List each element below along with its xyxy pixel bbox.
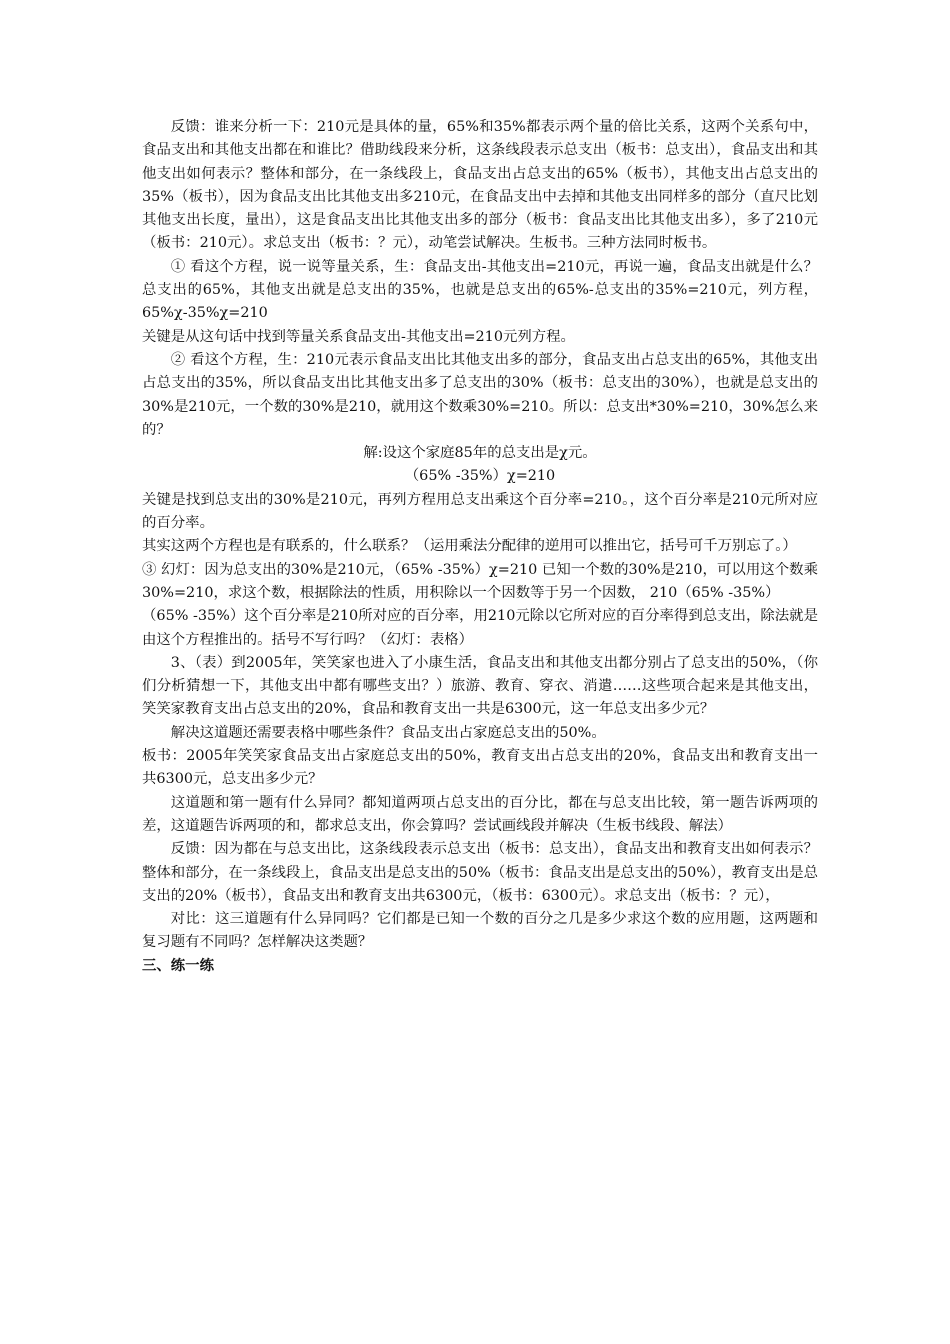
section-heading-practice: 三、练一练 [142, 957, 214, 974]
paragraph-method-1: ① 看这个方程，说一说等量关系，生：食品支出-其他支出=210元，再说一遍，食品支出就是什么？总支出的65%，其他支出就是总支出的35%，也就是总支出的65%-总支出的35%=210元，列方程， 65%χ-35%χ=210 [142, 258, 818, 322]
paragraph-board-note: 板书：2005年笑笑家食品支出占家庭总支出的50%，教育支出占总支出的20%，食品支出和教育支出一共6300元，总支出多少元？ [142, 748, 818, 788]
paragraph-key-1: 关键是从这句话中找到等量关系食品支出-其他支出=210元列方程。 [142, 328, 575, 345]
paragraph-percentage: （65% -35%）这个百分率是210所对应的百分率，用210元除以它所对应的百分率得到总支出，除法就是由这个方程推出的。括号不写行吗？（幻灯：表格） [142, 608, 818, 648]
paragraph-conditions: 解决这道题还需要表格中哪些条件？食品支出占家庭总支出的50%。 [170, 724, 606, 741]
paragraph-equation: （65% -35%）χ=210 [404, 468, 556, 485]
paragraph-method-2: ② 看这个方程，生：210元表示食品支出比其他支出多的部分，食品支出占总支出的65%，其他支出占总支出的35%，所以食品支出比其他支出多了总支出的30%（板书：总支出的30%），也就是总支出的30%是210元，一个数的30%是210，就用这个数乘30%=210。所以：总支出*30%=210，30%怎么来的？ [142, 351, 818, 438]
paragraph-compare-1: 这道题和第一题有什么异同？都知道两项占总支出的百分比，都在与总支出比较，第一题告诉两项的差，这道题告诉两项的和，都求总支出，你会算吗？尝试画线段并解决（生板书线段、解法） [142, 794, 818, 834]
document-body [142, 116, 818, 978]
paragraph-method-3: ③ 幻灯：因为总支出的30%是210元，（65% -35%）χ=210 已知一个数的30%是210，可以用这个数乘30%=210，求这个数，根据除法的性质，用积除以一个因数等于另一个因数， 210（65% -35%） [142, 561, 818, 601]
paragraph-feedback-2: 反馈：因为都在与总支出比，这条线段表示总支出（板书：总支出），食品支出和教育支出如何表示？整体和部分，在一条线段上，食品支出是总支出的50%（板书：食品支出是总支出的50%），教育支出是总支出的20%（板书），食品支出和教育支出共6300元，（板书：6300元）。求总支出（板书：？元）， [142, 841, 818, 904]
paragraph-feedback-1: 反馈：谁来分析一下：210元是具体的量，65%和35%都表示两个量的倍比关系，这两个关系句中，食品支出和其他支出都在和谁比？借助线段来分析，这条线段表示总支出（板书：总支出），食品支出和其他支出如何表示？整体和部分，在一条线段上，食品支出占总支出的65%（板书），其他支出占总支出的35%（板书），因为食品支出比其他支出多210元，在食品支出中去掉和其他支出同样多的部分（直尺比划其他支出长度，量出），这是食品支出比其他支出多的部分（板书：食品支出比其他支出多），多了210元（板书：210元）。求总支出（板书：？元），动笔尝试解决。生板书。三种方法同时板书。 [142, 119, 818, 252]
paragraph-solution-setup: 解:设这个家庭85年的总支出是χ元。 [363, 445, 597, 462]
paragraph-key-2: 关键是找到总支出的30%是210元，再列方程用总支出乘这个百分率=210。，这个百分率是210元所对应的百分率。 [142, 491, 818, 532]
paragraph-problem-3: 3、（表）到2005年，笑笑家也进入了小康生活，食品支出和其他支出都分别占了总支出的50%，（你们分析猜想一下，其他支出中都有哪些支出？）旅游、教育、穿衣、消遣……这些项合起来是其他支出，笑笑家教育支出占总支出的20%，食品和教育支出一共是6300元，这一年总支出多少元？ [142, 654, 818, 718]
paragraph-connection: 其实这两个方程也是有联系的，什么联系？（运用乘法分配律的逆用可以推出它，括号可千万别忘了。） [142, 538, 797, 555]
paragraph-contrast: 对比：这三道题有什么异同吗？它们都是已知一个数的百分之几是多少求这个数的应用题，这两题和复习题有不同吗？怎样解决这类题？ [142, 911, 818, 951]
